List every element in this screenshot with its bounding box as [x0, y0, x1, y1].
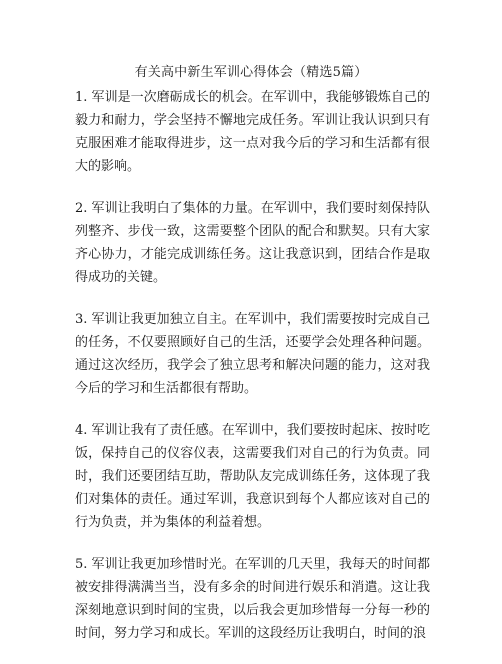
document-title: 有关高中新生军训心得体会（精选5篇）: [134, 65, 368, 80]
paragraph-5: 5. 军训让我更加珍惜时光。在军训的几天里，我每天的时间都被安排得满满当当，没有多余的时间进行娱乐和消遣。这让我深刻地意识到时间的宝贵，以后我会更加珍惜每一分每一秒的时间，努力学习和成长。军训的这段经历让我明白，时间的浪: [75, 557, 430, 641]
paragraph-1: 1. 军训是一次磨砺成长的机会。在军训中，我能够锻炼自己的毅力和耐力，学会坚持不懈地完成任务。军训让我认识到只有克服困难才能取得进步，这一点对我今后的学习和生活都有很大的影响。: [75, 90, 430, 174]
document-body: [75, 86, 430, 664]
paragraph-2: 2. 军训让我明白了集体的力量。在军训中，我们要时刻保持队列整齐、步伐一致，这需要整个团队的配合和默契。只有大家齐心协力，才能完成训练任务。这让我意识到，团结合作是取得成功的关键。: [75, 201, 430, 285]
paragraph-3: 3. 军训让我更加独立自主。在军训中，我们需要按时完成自己的任务，不仅要照顾好自己的生活，还要学会处理各种问题。通过这次经历，我学会了独立思考和解决问题的能力，这对我今后的学习和生活都很有帮助。: [75, 312, 430, 396]
paragraph-4: 4. 军训让我有了责任感。在军训中，我们要按时起床、按时吃饭，保持自己的仪容仪表，这需要我们对自己的行为负责。同时，我们还要团结互助，帮助队友完成训练任务，这体现了我们对集体的责任。通过军训，我意识到每个人都应该对自己的行为负责，并为集体的利益着想。: [75, 423, 430, 530]
